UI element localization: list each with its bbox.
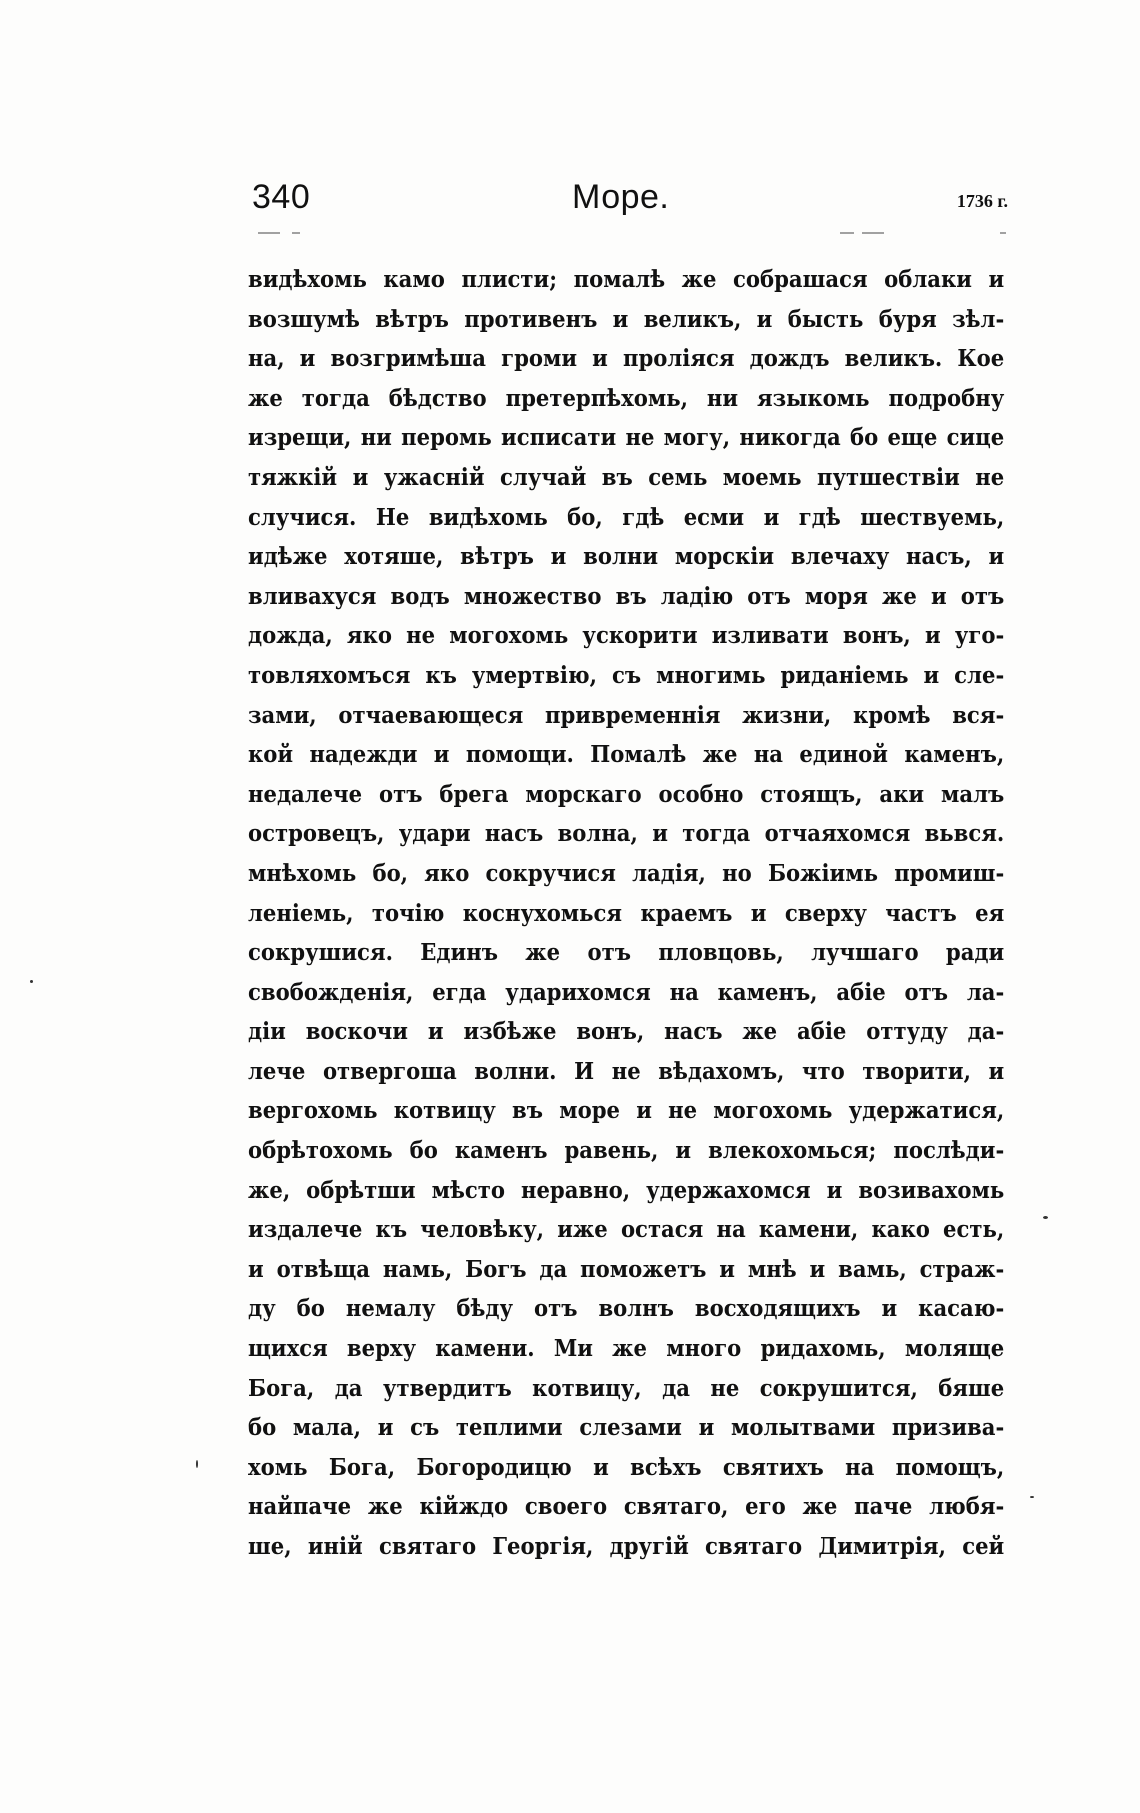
- running-head: [252, 180, 1008, 230]
- page-title: Море.: [572, 178, 670, 216]
- scan-speck: [30, 980, 33, 983]
- text-line: возшумѣ вѣтръ противенъ и великъ, и бысть буря зѣл-: [248, 305, 1005, 333]
- text-line: случися. Не видѣхомь бо, гдѣ есми и гдѣ шествуемь,: [248, 503, 1005, 531]
- text-line: ду бо немалу бѣду отъ волнъ восходящихъ и касаю-: [248, 1295, 1005, 1323]
- text-line: дождa, яко не могохомь ускорити изливати вонъ, и уго-: [248, 622, 1005, 650]
- scan-speck: [1043, 1216, 1048, 1219]
- text-line: Бога, да утвердитъ котвицу, да не сокрушится, бяше: [248, 1374, 1005, 1402]
- text-line: лече отвергоша волни. И не вѣдахомъ, что творити, и: [248, 1057, 1005, 1085]
- text-line: тяжкій и ужасній случай въ семь моемь путшествіи не: [248, 463, 1005, 491]
- rule-dash: [258, 232, 280, 234]
- body-text: [248, 260, 1004, 1567]
- text-line: бо мала, и съ теплими слезами и молытвами призива-: [248, 1414, 1005, 1442]
- text-line: идѣже хотяше, вѣтръ и волни морскіи влечаху насъ, и: [248, 543, 1005, 571]
- text-line: издалече къ человѣку, иже остася на камени, како есть,: [248, 1216, 1005, 1244]
- header-rule-marks: [258, 232, 1006, 236]
- text-line: зами, отчаевающеся привременнія жизни, кромѣ вся-: [248, 701, 1005, 729]
- text-line: свобожденія, егда ударихомся на каменъ, абіе отъ ла-: [248, 978, 1005, 1006]
- text-line: на, и возгримѣша громи и проліяся дождъ великъ. Кое: [248, 345, 1005, 373]
- text-line: изрещи, ни перомь исписати не могу, никогда бо еще сице: [248, 424, 1005, 452]
- page-number: 340: [252, 178, 311, 216]
- text-line: леніемь, точію коснухомься краемъ и сверху частъ ея: [248, 899, 1005, 927]
- text-line: же тогда бѣдство претерпѣхомь, ни языкомь подробну: [248, 384, 1005, 412]
- text-line: товляхомъся къ умертвію, съ многимь риданіемь и сле-: [248, 661, 1005, 689]
- text-line: щихся верху камени. Ми же много ридахомь, моляще: [248, 1335, 1005, 1363]
- text-line: кой надежди и помощи. Помалѣ же на единой каменъ,: [248, 741, 1005, 769]
- text-line: найпаче же кійждо своего святаго, его же паче любя-: [248, 1493, 1005, 1521]
- scan-speck: [1030, 1496, 1034, 1498]
- rule-dash: [1000, 232, 1006, 234]
- text-line: ше, иній святаго Георгія, другій святаго Димитрія, сей: [248, 1533, 1005, 1560]
- text-line: обрѣтохомь бо каменъ равень, и влекохомься; послѣди-: [248, 1137, 1005, 1165]
- text-line: островецъ, удари насъ волна, и тогда отчаяхомся вьвся.: [248, 820, 1005, 848]
- text-line: и отвѣща намь, Богъ да поможетъ и мнѣ и вамь, страж-: [248, 1255, 1005, 1283]
- text-line: мнѣхомь бо, яко сокручися ладія, но Божіимь промиш-: [248, 859, 1005, 887]
- text-line: діи воскочи и избѣже вонъ, насъ же абіе оттуду да-: [248, 1018, 1005, 1046]
- page-year: 1736 г.: [956, 191, 1008, 211]
- rule-dash: [840, 232, 854, 234]
- rule-dash: [292, 232, 300, 234]
- text-line: хомь Бога, Богородицю и всѣхъ святихъ на помощъ,: [248, 1453, 1005, 1481]
- text-line: видѣхомь камо плисти; помалѣ же собрашася облаки и: [248, 266, 1005, 293]
- text-line: вливахуся водъ множество въ ладію отъ моря же и отъ: [248, 582, 1005, 610]
- text-line: недалече отъ брега морскаго особно стоящъ, аки малъ: [248, 780, 1005, 808]
- scan-speck: [196, 1460, 198, 1468]
- text-line: вергохомь котвицу въ море и не могохомь удержатися,: [248, 1097, 1005, 1125]
- rule-dash: [862, 232, 884, 234]
- text-line: же, обрѣтши мѣсто неравно, удержахомся и возивахомь: [248, 1176, 1005, 1204]
- text-line: сокрушися. Единъ же отъ пловцовь, лучшаго ради: [248, 939, 1005, 967]
